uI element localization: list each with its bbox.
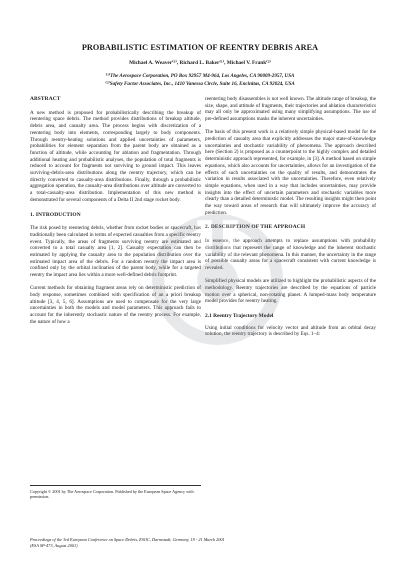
left-column (30, 96, 201, 326)
intro-paragraph-1: The risk posed by reentering debris, whether from rocket bodies or spacecraft, has traditionally been calculated in terms of expected casualties from a specific reentry event. Typically, the areas of fragments surviving reentry are estimated and converted to a total casualty area [1, 2]. Casualty expectation can then be estimated by applying the casualty area to the population distribution over the estimated impact area of the debris. For a random reentry the impact area is confined only by the orbital inclination of the parent body, while for a targeted reentry the impact area lies within a more well-defined debris footprint. (30, 225, 201, 279)
approach-heading: 2. DESCRIPTION OF THE APPROACH (205, 224, 306, 231)
approach-paragraph-1: In essence, the approach attempts to replace assumptions with probability distributions that represent the range of knowledge and the inherent stochastic variability of the relevant phenomena. In this manner, the uncertainty in the range of possible casualty areas for a spacecraft consistent with current knowledge is revealed. (205, 238, 376, 271)
paper-title: PROBABILISTIC ESTIMATION OF REENTRY DEBRIS AREA (81, 43, 319, 52)
affiliation-2: ⁽²⁾Safety Factor Associates, Inc., 1410 Vanessa Circle, Suite 16, Encinitas, CA 92024, USA (105, 81, 295, 87)
trajectory-paragraph: Using initial conditions for velocity vector and altitude from an orbital decay solution, the reentry trajectory is described by Eqs. 1–4: (205, 324, 376, 338)
intro-paragraph-4: The basis of this present work is a relatively simple physical-based model for the prediction of casualty area that explicitly addresses the major state-of-knowledge uncertainties and stochastic variability of phenomena. The approach described here (Section 2) is proposed as a counterpoint to the highly complex and detailed deterministic approach represented, for example, in [3]. A method based on simple equations, which also accounts for uncertainties, allows for an investigation of the effects of such uncertainties on the quality of results, and demonstrates the variation in results associated with the uncertainties. Therefore, even relatively simple equations, when used in a way that includes uncertainties, may provide insights into the effect of uncertain parameters and stochastic variables more clearly than a detailed deterministic model. The resulting insights might then point the way toward areas of research that will ultimately improve the accuracy of prediction. (205, 129, 376, 216)
abstract-heading: ABSTRACT (30, 96, 61, 102)
footer-line-1: Proceedings of the 3rd European Conference on Space Debris, ESOC, Darmstadt, Germany, 19 - 21 March 2001 (30, 537, 225, 542)
abstract-text: A new method is proposed for probabilistically describing the breakup of reentering space debris. The method provides distributions of breakup altitude, debris area, and casualty area. The process begins with discretization of a reentering body into elements, corresponding largely to body components. Through reentry-heating solutions and applied uncertainties of parameters, probabilities for element separation from the parent body are obtained as a function of altitude, while accounting for ablation and fragmentation. Through additional heating and probabilistic analyses, the population of total fragments is reduced to account for fragments not surviving to ground impact. This leaves surviving-debris-area distributions along the reentry trajectory, which can be directly converted to casualty-area distributions. Finally, through a probabilistic aggregation operation, the casualty-area distributions over altitude are converted to a total-casualty-area distribution. Implementation of this new method is demonstrated for several components of a Delta II 2nd stage rocket body. (30, 109, 201, 203)
intro-paragraph-2: Current methods for obtaining fragment areas rely on deterministic prediction of body response, sometimes combined with specification of an a priori breakup altitude [3, 4, 5, 6]. Assumptions are used to compensate for the very large uncertainties in both the models and model parameters. This approach fails to account for the inherently stochastic nature of the reentry process. For example, the nature of how a (30, 285, 201, 325)
approach-paragraph-2: Simplified physical models are utilized to highlight the probabilistic aspects of the methodology. Reentry trajectories are described by the equations of particle motion over a spherical, non-rotating planet. A lumped-mass body temperature model provides for reentry heating. (205, 278, 376, 305)
copyright-note: Copyright © 2001 by The Aerospace Corporation. Published by the European Space Agency with permission. (30, 485, 201, 500)
trajectory-subheading: 2.1 Reentry Trajectory Model (205, 312, 274, 319)
footer-line-2: (ESA SP-473, August 2001) (30, 542, 78, 548)
intro-paragraph-3: reentering body disassembles is not well known. The altitude range of breakup, the size, shape, and attitude of fragments, their trajectories and ablation characteristics may all only be approximated using many simplifying assumptions. The use of pre-defined assumptions masks the inherent uncertainties. (205, 96, 376, 123)
proceedings-footer (30, 537, 370, 548)
introduction-heading: 1. INTRODUCTION (30, 211, 81, 218)
author-list: Michael A. Weaver⁽¹⁾, Richard L. Baker⁽¹⁾, Michael V. Frank⁽²⁾ (129, 60, 271, 66)
right-column (205, 96, 376, 338)
affiliation-1: ⁽¹⁾The Aerospace Corporation, PO Box 92957 M4-964, Los Angeles, CA 90009-2957, USA (105, 73, 295, 79)
